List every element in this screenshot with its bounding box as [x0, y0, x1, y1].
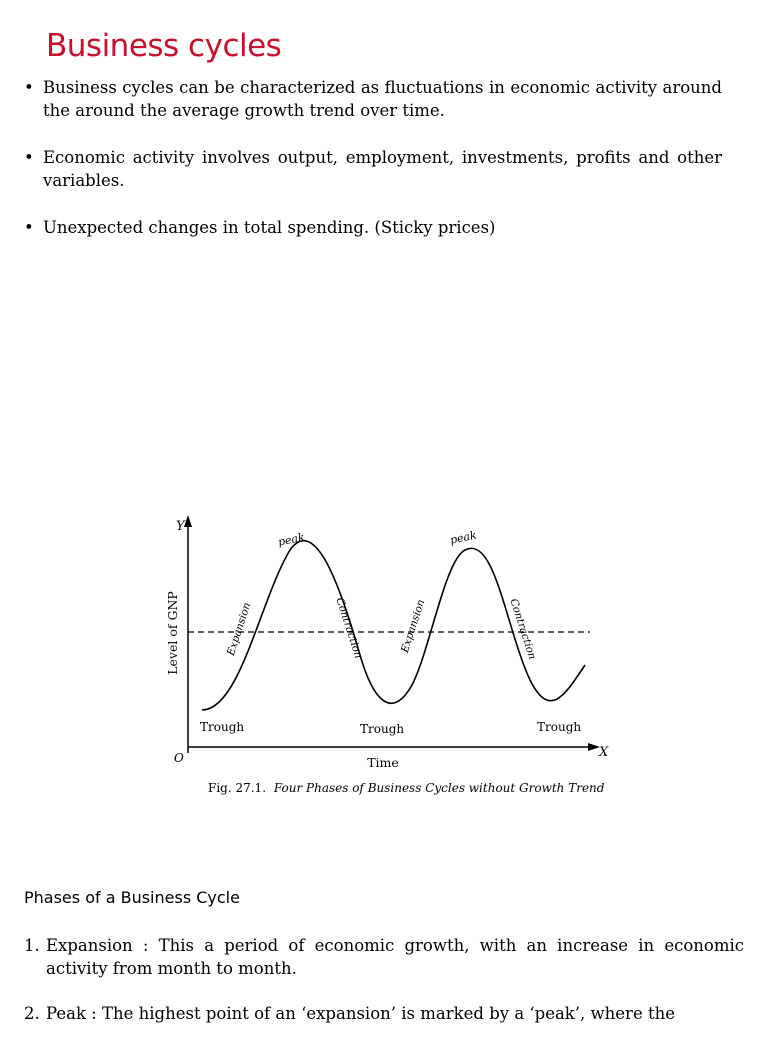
numbered-list	[24, 934, 744, 1047]
bullet-item	[22, 216, 722, 239]
business-cycle-diagram	[150, 505, 630, 805]
business-cycle-figure	[150, 505, 630, 805]
bullet-dot: •	[24, 78, 34, 97]
figure-caption-prefix: Fig. 27.1.	[208, 781, 267, 795]
figure-caption	[208, 781, 605, 795]
y-axis-label: Level of GNP	[165, 591, 180, 675]
contraction-label-2: Contraction	[507, 597, 539, 661]
contraction-label-1: Contraction	[333, 596, 365, 660]
bullet-item	[22, 146, 722, 192]
figure-caption-body: Four Phases of Business Cycles without Growth Trend	[273, 781, 605, 795]
bullet-text: Unexpected changes in total spending. (Sticky prices)	[43, 218, 496, 237]
trough-label-1: Trough	[200, 720, 245, 734]
y-axis-letter: Y	[176, 519, 185, 534]
page-title: Business cycles	[46, 28, 282, 64]
origin-label: O	[174, 751, 184, 765]
numbered-item	[24, 1002, 744, 1025]
numbered-item	[24, 934, 744, 980]
item-number: 1.	[24, 936, 40, 955]
bullet-text: Economic activity involves output, employment, investments, profits and other variables.	[43, 148, 722, 190]
bullet-text: Business cycles can be characterized as fluctuations in economic activity around the around the average growth trend over time.	[43, 78, 722, 120]
bullet-item	[22, 76, 722, 122]
trough-label-2: Trough	[360, 722, 405, 736]
peak-label-1: peak	[276, 530, 306, 549]
x-axis-letter: X	[599, 745, 609, 760]
expansion-label-1: Expansion	[224, 600, 254, 658]
peak-label-2: peak	[448, 528, 478, 547]
x-axis-label: Time	[367, 755, 399, 770]
bullet-dot: •	[24, 148, 34, 167]
item-text: Expansion : This a period of economic growth, with an increase in economic activity from month to month.	[46, 936, 744, 978]
bullet-list	[22, 76, 722, 263]
item-text: Peak : The highest point of an ‘expansion’ is marked by a ‘peak’, where the	[46, 1004, 675, 1023]
y-axis-arrow	[184, 515, 192, 527]
expansion-label-2: Expansion	[398, 597, 428, 655]
bullet-dot: •	[24, 218, 34, 237]
phases-heading: Phases of a Business Cycle	[24, 888, 240, 907]
item-number: 2.	[24, 1004, 40, 1023]
trough-label-3: Trough	[537, 720, 582, 734]
